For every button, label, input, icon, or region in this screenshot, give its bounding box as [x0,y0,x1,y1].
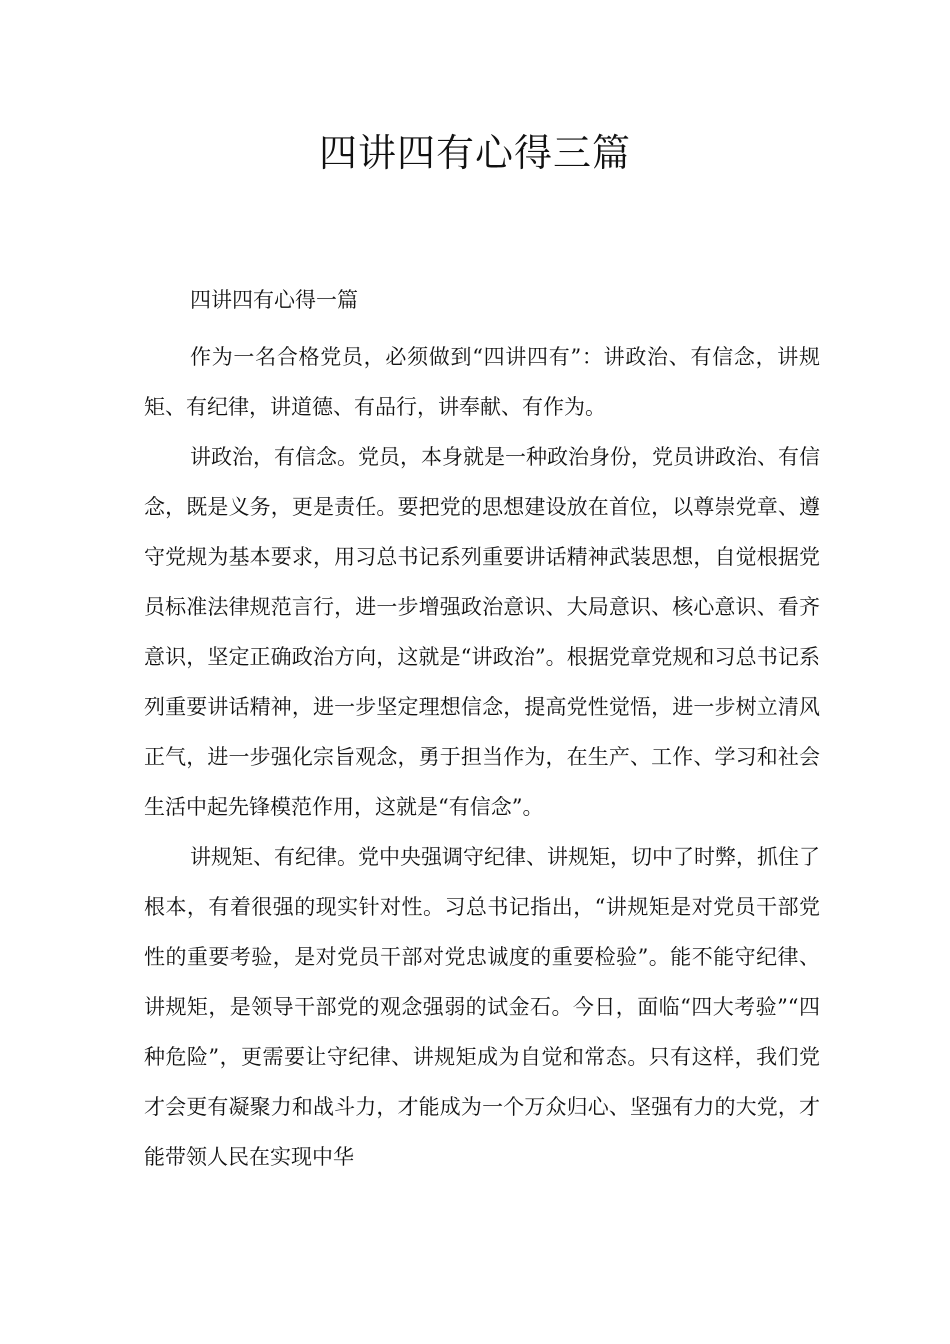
section-heading: 四讲四有心得一篇 [190,288,358,312]
paragraph-politics: 讲政治，有信念。党员，本身就是一种政治身份，党员讲政治、有信念，既是义务，更是责任。要把党的思想建设放在首位，以尊崇党章、遵守党规为基本要求，用习总书记系列重要讲话精神武装思想，自觉根据党员标准法律规范言行，进一步增强政治意识、大局意识、核心意识、看齐意识，坚定正确政治方向，这就是“讲政治”。根据党章党规和习总书记系列重要讲话精神，进一步坚定理想信念，提高党性觉悟，进一步树立清风正气，进一步强化宗旨观念，勇于担当作为，在生产、工作、学习和社会生活中起先锋模范作用，这就是“有信念”。 [144,445,820,819]
document-title: 四讲四有心得三篇 [318,131,631,175]
paragraph-discipline: 讲规矩、有纪律。党中央强调守纪律、讲规矩，切中了时弊，抓住了根本，有着很强的现实针对性。习总书记指出，“讲规矩是对党员干部党性的重要考验，是对党员干部对党忠诚度的重要检验”。能不能守纪律、讲规矩，是领导干部党的观念强弱的试金石。今日，面临“四大考验”“四种危险”，更需要让守纪律、讲规矩成为自觉和常态。只有这样，我们党才会更有凝聚力和战斗力，才能成为一个万众归心、坚强有力的大党，才能带领人民在实现中华 [144,845,820,1169]
paragraph-intro: 作为一名合格党员，必须做到“四讲四有”：讲政治、有信念，讲规矩、有纪律，讲道德、有品行，讲奉献、有作为。 [144,345,820,419]
document-body [144,282,820,1182]
